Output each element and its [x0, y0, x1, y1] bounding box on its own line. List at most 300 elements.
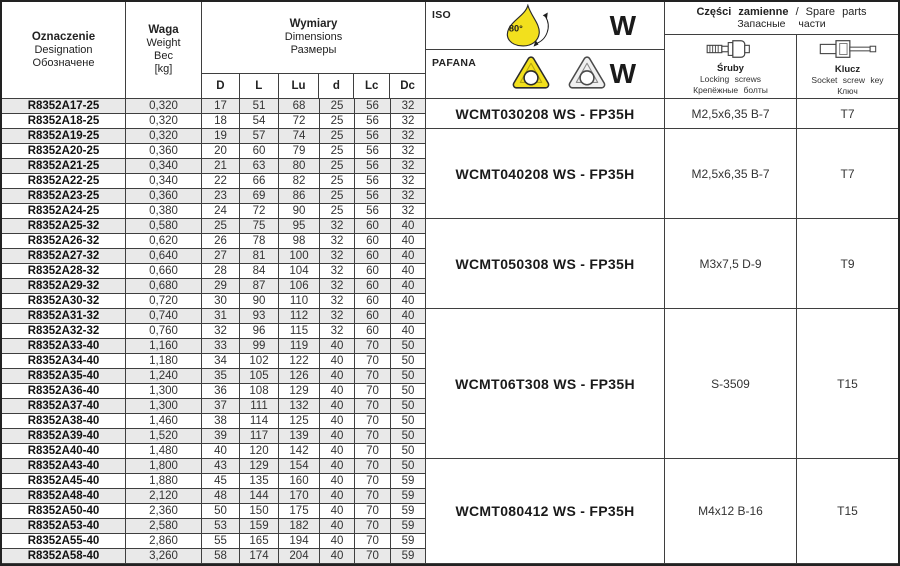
- weight-unit: [kg]: [154, 63, 173, 75]
- spare-parts-title: [665, 2, 898, 35]
- dim-D-cell: 32: [202, 324, 240, 339]
- dim-L-cell: 108: [240, 384, 279, 399]
- dim-d-cell: 40: [320, 549, 355, 564]
- dim-Lc-cell: 56: [355, 99, 391, 114]
- dim-L-cell: 150: [240, 504, 279, 519]
- dim-Dc-cell: 32: [391, 174, 426, 189]
- dim-L-cell: 93: [240, 309, 279, 324]
- dim-L-cell: 60: [240, 144, 279, 159]
- dim-d-cell: 32: [320, 294, 355, 309]
- weight-cell: 0,640: [126, 249, 202, 264]
- designation-cell: R8352A18-25: [2, 114, 126, 129]
- weight-cell: 0,340: [126, 174, 202, 189]
- trigon-angle-label: 80°: [508, 23, 523, 34]
- dim-Lu-cell: 86: [279, 189, 320, 204]
- designation-cell: R8352A39-40: [2, 429, 126, 444]
- designation-cell: R8352A53-40: [2, 519, 126, 534]
- dim-Lc-cell: 70: [355, 369, 391, 384]
- dim-Lu-cell: 112: [279, 309, 320, 324]
- dim-D-cell: 35: [202, 369, 240, 384]
- dim-D-cell: 48: [202, 489, 240, 504]
- dim-Dc-cell: 50: [391, 459, 426, 474]
- weight-cell: 1,480: [126, 444, 202, 459]
- dim-L-cell: 66: [240, 174, 279, 189]
- designation-cell: R8352A23-25: [2, 189, 126, 204]
- dim-d-cell: 25: [320, 204, 355, 219]
- dim-Lu-cell: 104: [279, 264, 320, 279]
- dim-Lc-cell: 60: [355, 309, 391, 324]
- dim-D-cell: 26: [202, 234, 240, 249]
- key-spec-cell: T7: [797, 99, 898, 129]
- dim-Lc-cell: 70: [355, 504, 391, 519]
- trigon-80-icon: [494, 4, 566, 48]
- dim-L-cell: 57: [240, 129, 279, 144]
- dim-L-cell: 117: [240, 429, 279, 444]
- dim-L-cell: 105: [240, 369, 279, 384]
- dim-D-cell: 33: [202, 339, 240, 354]
- dim-D-cell: 25: [202, 219, 240, 234]
- dim-Lc-cell: 60: [355, 234, 391, 249]
- dim-Dc-cell: 40: [391, 234, 426, 249]
- dim-D-cell: 22: [202, 174, 240, 189]
- spare-title-ru: Запасные части: [737, 18, 826, 30]
- dim-Lc-cell: 70: [355, 354, 391, 369]
- weight-cell: 2,120: [126, 489, 202, 504]
- dim-Lc-cell: 56: [355, 174, 391, 189]
- dimensions-label-en: Dimensions: [284, 31, 343, 43]
- designation-cell: R8352A22-25: [2, 174, 126, 189]
- dim-header-d: d: [319, 74, 354, 98]
- dim-D-cell: 21: [202, 159, 240, 174]
- dim-Lu-cell: 115: [279, 324, 320, 339]
- screw-spec-cell: S-3509: [665, 309, 797, 459]
- dim-D-cell: 50: [202, 504, 240, 519]
- designation-cell: R8352A48-40: [2, 489, 126, 504]
- designation-cell: R8352A28-32: [2, 264, 126, 279]
- col-header-spare-parts: [665, 2, 898, 98]
- screws-label-pl: Śruby: [717, 63, 744, 74]
- dim-Lu-cell: 100: [279, 249, 320, 264]
- dim-D-cell: 18: [202, 114, 240, 129]
- dim-D-cell: 19: [202, 129, 240, 144]
- insert-designation-cell: WCMT040208 WS - FP35H: [426, 129, 665, 219]
- dim-L-cell: 81: [240, 249, 279, 264]
- dim-L-cell: 102: [240, 354, 279, 369]
- dim-Dc-cell: 59: [391, 549, 426, 564]
- dim-Dc-cell: 32: [391, 114, 426, 129]
- weight-cell: 0,660: [126, 264, 202, 279]
- weight-cell: 0,320: [126, 114, 202, 129]
- dim-d-cell: 40: [320, 369, 355, 384]
- dim-D-cell: 29: [202, 279, 240, 294]
- dim-D-cell: 23: [202, 189, 240, 204]
- dim-Lc-cell: 70: [355, 414, 391, 429]
- designation-label-ru: Обозначене: [32, 56, 95, 69]
- dim-Lc-cell: 56: [355, 114, 391, 129]
- key-label-pl: Klucz: [834, 64, 861, 75]
- weight-cell: 1,240: [126, 369, 202, 384]
- dim-Dc-cell: 50: [391, 429, 426, 444]
- dim-d-cell: 40: [320, 519, 355, 534]
- dim-D-cell: 17: [202, 99, 240, 114]
- designation-cell: R8352A55-40: [2, 534, 126, 549]
- dim-d-cell: 32: [320, 264, 355, 279]
- col-header-key: [797, 35, 898, 98]
- dimensions-label-ru: Размеры: [290, 44, 337, 56]
- screws-label-ru: Крепёжные болты: [693, 84, 768, 95]
- weight-cell: 0,360: [126, 144, 202, 159]
- dim-Dc-cell: 50: [391, 369, 426, 384]
- dim-Lu-cell: 106: [279, 279, 320, 294]
- weight-label-ru: Вес: [154, 50, 173, 62]
- dim-Lu-cell: 170: [279, 489, 320, 504]
- dim-Lc-cell: 70: [355, 489, 391, 504]
- weight-cell: 0,760: [126, 324, 202, 339]
- insert-designation-cell: WCMT080412 WS - FP35H: [426, 459, 665, 564]
- dim-Lc-cell: 70: [355, 459, 391, 474]
- dim-Dc-cell: 50: [391, 339, 426, 354]
- dim-d-cell: 40: [320, 459, 355, 474]
- dim-Dc-cell: 50: [391, 384, 426, 399]
- dim-Dc-cell: 32: [391, 129, 426, 144]
- dim-Dc-cell: 32: [391, 189, 426, 204]
- weight-cell: 0,720: [126, 294, 202, 309]
- dim-header-Lu: Lu: [279, 74, 320, 98]
- col-header-designation: [2, 2, 126, 98]
- dim-Lc-cell: 56: [355, 189, 391, 204]
- dim-L-cell: 135: [240, 474, 279, 489]
- dim-Lu-cell: 142: [279, 444, 320, 459]
- dim-L-cell: 54: [240, 114, 279, 129]
- key-label-en: Socket screw key: [811, 75, 884, 85]
- dim-L-cell: 90: [240, 294, 279, 309]
- dim-Lc-cell: 70: [355, 534, 391, 549]
- designation-cell: R8352A45-40: [2, 474, 126, 489]
- dim-Dc-cell: 50: [391, 399, 426, 414]
- dim-L-cell: 99: [240, 339, 279, 354]
- dim-D-cell: 53: [202, 519, 240, 534]
- weight-cell: 1,300: [126, 384, 202, 399]
- dim-Dc-cell: 40: [391, 324, 426, 339]
- table-header: [2, 2, 898, 99]
- dim-Lu-cell: 119: [279, 339, 320, 354]
- dim-Lc-cell: 70: [355, 429, 391, 444]
- dim-Lc-cell: 70: [355, 444, 391, 459]
- dim-d-cell: 25: [320, 189, 355, 204]
- dim-Lc-cell: 56: [355, 159, 391, 174]
- dim-d-cell: 40: [320, 489, 355, 504]
- dimensions-title: [202, 2, 425, 74]
- spare-title-en: / Spare parts: [795, 6, 867, 18]
- dim-D-cell: 34: [202, 354, 240, 369]
- dim-Dc-cell: 59: [391, 534, 426, 549]
- designation-label-pl: Oznaczenie: [31, 30, 96, 43]
- insert-yellow-icon: [508, 53, 554, 95]
- dim-Lu-cell: 160: [279, 474, 320, 489]
- screws-label-en: Locking screws: [699, 74, 762, 84]
- dim-d-cell: 40: [320, 414, 355, 429]
- pafana-row: [426, 50, 664, 98]
- dim-Dc-cell: 40: [391, 309, 426, 324]
- dim-Dc-cell: 59: [391, 474, 426, 489]
- screw-spec-cell: M2,5x6,35 B-7: [665, 99, 797, 129]
- weight-cell: 0,740: [126, 309, 202, 324]
- weight-cell: 2,360: [126, 504, 202, 519]
- dim-Dc-cell: 40: [391, 294, 426, 309]
- dim-L-cell: 84: [240, 264, 279, 279]
- dim-d-cell: 40: [320, 384, 355, 399]
- designation-cell: R8352A30-32: [2, 294, 126, 309]
- designation-cell: R8352A34-40: [2, 354, 126, 369]
- designation-cell: R8352A27-32: [2, 249, 126, 264]
- dim-Dc-cell: 50: [391, 354, 426, 369]
- dim-D-cell: 43: [202, 459, 240, 474]
- dim-Lu-cell: 110: [279, 294, 320, 309]
- dim-D-cell: 39: [202, 429, 240, 444]
- dim-D-cell: 58: [202, 549, 240, 564]
- weight-cell: 0,320: [126, 129, 202, 144]
- col-header-insert: [426, 2, 665, 98]
- dim-Lc-cell: 56: [355, 204, 391, 219]
- key-spec-cell: T9: [797, 219, 898, 309]
- dim-Dc-cell: 59: [391, 519, 426, 534]
- iso-insert-type-symbol: W: [609, 9, 636, 41]
- designation-cell: R8352A35-40: [2, 369, 126, 384]
- weight-cell: 1,180: [126, 354, 202, 369]
- dim-Lc-cell: 70: [355, 384, 391, 399]
- dim-L-cell: 63: [240, 159, 279, 174]
- dim-D-cell: 37: [202, 399, 240, 414]
- dim-Lc-cell: 60: [355, 279, 391, 294]
- dim-Dc-cell: 40: [391, 219, 426, 234]
- dim-Lu-cell: 95: [279, 219, 320, 234]
- dim-Dc-cell: 32: [391, 99, 426, 114]
- dim-Dc-cell: 40: [391, 279, 426, 294]
- dim-d-cell: 32: [320, 324, 355, 339]
- iso-row: [426, 2, 664, 50]
- spare-title-pl: Części zamienne: [696, 6, 789, 18]
- key-spec-cell: T15: [797, 459, 898, 564]
- dim-Lu-cell: 79: [279, 144, 320, 159]
- dim-Lu-cell: 72: [279, 114, 320, 129]
- dim-Lu-cell: 154: [279, 459, 320, 474]
- weight-cell: 0,320: [126, 99, 202, 114]
- dim-D-cell: 30: [202, 294, 240, 309]
- dim-Lu-cell: 126: [279, 369, 320, 384]
- dim-header-Lc: Lc: [354, 74, 390, 98]
- dim-L-cell: 75: [240, 219, 279, 234]
- screw-spec-cell: M3x7,5 D-9: [665, 219, 797, 309]
- weight-cell: 1,800: [126, 459, 202, 474]
- dim-D-cell: 31: [202, 309, 240, 324]
- dim-d-cell: 40: [320, 474, 355, 489]
- dim-d-cell: 40: [320, 339, 355, 354]
- designation-cell: R8352A40-40: [2, 444, 126, 459]
- dim-D-cell: 28: [202, 264, 240, 279]
- dim-Lc-cell: 60: [355, 264, 391, 279]
- pafana-label: PAFANA: [432, 57, 477, 69]
- designation-cell: R8352A31-32: [2, 309, 126, 324]
- dim-Lu-cell: 74: [279, 129, 320, 144]
- dim-d-cell: 32: [320, 234, 355, 249]
- designation-label-en: Designation: [34, 43, 93, 56]
- dim-Lu-cell: 80: [279, 159, 320, 174]
- dim-d-cell: 32: [320, 219, 355, 234]
- dim-Dc-cell: 32: [391, 159, 426, 174]
- pafana-insert-type-symbol: W: [609, 58, 636, 89]
- designation-cell: R8352A33-40: [2, 339, 126, 354]
- dimension-subheaders: [202, 74, 425, 98]
- dim-Lc-cell: 56: [355, 144, 391, 159]
- weight-cell: 1,160: [126, 339, 202, 354]
- dim-L-cell: 129: [240, 459, 279, 474]
- dim-d-cell: 32: [320, 309, 355, 324]
- dim-Lc-cell: 70: [355, 399, 391, 414]
- designation-cell: R8352A50-40: [2, 504, 126, 519]
- dim-L-cell: 159: [240, 519, 279, 534]
- dim-L-cell: 165: [240, 534, 279, 549]
- weight-cell: 0,580: [126, 219, 202, 234]
- iso-label: ISO: [432, 9, 451, 21]
- dim-d-cell: 25: [320, 114, 355, 129]
- dim-Lu-cell: 125: [279, 414, 320, 429]
- dim-Lu-cell: 90: [279, 204, 320, 219]
- key-spec-cell: T15: [797, 309, 898, 459]
- locking-screw-icon: [705, 38, 757, 60]
- designation-cell: R8352A29-32: [2, 279, 126, 294]
- designation-cell: R8352A38-40: [2, 414, 126, 429]
- dim-L-cell: 114: [240, 414, 279, 429]
- weight-cell: 0,340: [126, 159, 202, 174]
- dim-header-L: L: [240, 74, 279, 98]
- weight-cell: 2,860: [126, 534, 202, 549]
- insert-designation-cell: WCMT06T308 WS - FP35H: [426, 309, 665, 459]
- col-header-weight: [126, 2, 202, 98]
- dim-Lc-cell: 70: [355, 339, 391, 354]
- dim-L-cell: 78: [240, 234, 279, 249]
- dim-Lc-cell: 60: [355, 249, 391, 264]
- dim-Dc-cell: 32: [391, 144, 426, 159]
- weight-cell: 0,360: [126, 189, 202, 204]
- dim-D-cell: 40: [202, 444, 240, 459]
- col-header-screws: [665, 35, 797, 98]
- dim-Lc-cell: 60: [355, 324, 391, 339]
- dim-L-cell: 111: [240, 399, 279, 414]
- dim-d-cell: 25: [320, 129, 355, 144]
- dim-Lu-cell: 122: [279, 354, 320, 369]
- weight-cell: 0,680: [126, 279, 202, 294]
- dim-Dc-cell: 40: [391, 249, 426, 264]
- dim-Lu-cell: 194: [279, 534, 320, 549]
- dim-Lc-cell: 70: [355, 519, 391, 534]
- dim-Dc-cell: 32: [391, 204, 426, 219]
- dim-L-cell: 144: [240, 489, 279, 504]
- weight-cell: 1,300: [126, 399, 202, 414]
- dim-Dc-cell: 59: [391, 504, 426, 519]
- dim-Lu-cell: 129: [279, 384, 320, 399]
- dim-d-cell: 32: [320, 279, 355, 294]
- dim-Lc-cell: 60: [355, 294, 391, 309]
- col-header-dimensions: [202, 2, 426, 98]
- dim-Lu-cell: 182: [279, 519, 320, 534]
- dim-d-cell: 25: [320, 174, 355, 189]
- designation-cell: R8352A43-40: [2, 459, 126, 474]
- weight-cell: 2,580: [126, 519, 202, 534]
- dim-Lu-cell: 204: [279, 549, 320, 564]
- dim-L-cell: 69: [240, 189, 279, 204]
- dim-d-cell: 25: [320, 99, 355, 114]
- weight-label-pl: Waga: [148, 24, 179, 36]
- designation-cell: R8352A58-40: [2, 549, 126, 564]
- dim-d-cell: 40: [320, 534, 355, 549]
- dimensions-label-pl: Wymiary: [289, 18, 338, 30]
- dim-Lc-cell: 70: [355, 474, 391, 489]
- dim-Lu-cell: 139: [279, 429, 320, 444]
- dim-L-cell: 51: [240, 99, 279, 114]
- dim-Lc-cell: 60: [355, 219, 391, 234]
- screw-spec-cell: M4x12 B-16: [665, 459, 797, 564]
- weight-cell: 3,260: [126, 549, 202, 564]
- insert-designation-cell: WCMT030208 WS - FP35H: [426, 99, 665, 129]
- designation-cell: R8352A21-25: [2, 159, 126, 174]
- dim-d-cell: 40: [320, 429, 355, 444]
- dim-L-cell: 72: [240, 204, 279, 219]
- dim-d-cell: 25: [320, 159, 355, 174]
- table-body: [2, 99, 898, 564]
- designation-cell: R8352A26-32: [2, 234, 126, 249]
- screw-spec-cell: M2,5x6,35 B-7: [665, 129, 797, 219]
- designation-cell: R8352A32-32: [2, 324, 126, 339]
- dim-Lu-cell: 82: [279, 174, 320, 189]
- designation-cell: R8352A25-32: [2, 219, 126, 234]
- dim-L-cell: 96: [240, 324, 279, 339]
- insert-designation-cell: WCMT050308 WS - FP35H: [426, 219, 665, 309]
- dim-Lu-cell: 175: [279, 504, 320, 519]
- dim-d-cell: 32: [320, 249, 355, 264]
- dim-D-cell: 24: [202, 204, 240, 219]
- dim-header-D: D: [202, 74, 240, 98]
- dim-D-cell: 45: [202, 474, 240, 489]
- dim-Lc-cell: 56: [355, 129, 391, 144]
- dim-d-cell: 25: [320, 144, 355, 159]
- dim-D-cell: 27: [202, 249, 240, 264]
- dim-d-cell: 40: [320, 504, 355, 519]
- dim-D-cell: 20: [202, 144, 240, 159]
- designation-cell: R8352A37-40: [2, 399, 126, 414]
- dim-D-cell: 55: [202, 534, 240, 549]
- dim-Dc-cell: 40: [391, 264, 426, 279]
- dim-L-cell: 174: [240, 549, 279, 564]
- dim-d-cell: 40: [320, 444, 355, 459]
- dim-Dc-cell: 50: [391, 414, 426, 429]
- dim-D-cell: 36: [202, 384, 240, 399]
- weight-cell: 1,460: [126, 414, 202, 429]
- dim-header-Dc: Dc: [400, 80, 415, 92]
- weight-cell: 0,380: [126, 204, 202, 219]
- designation-cell: R8352A17-25: [2, 99, 126, 114]
- dim-Lu-cell: 68: [279, 99, 320, 114]
- weight-cell: 1,520: [126, 429, 202, 444]
- dim-Lu-cell: 132: [279, 399, 320, 414]
- dim-L-cell: 87: [240, 279, 279, 294]
- dim-D-cell: 38: [202, 414, 240, 429]
- dim-Dc-cell: 50: [391, 444, 426, 459]
- weight-cell: 1,880: [126, 474, 202, 489]
- key-spec-cell: T7: [797, 129, 898, 219]
- key-label-ru: Ключ: [837, 85, 858, 96]
- dim-Lc-cell: 70: [355, 549, 391, 564]
- dim-d-cell: 40: [320, 399, 355, 414]
